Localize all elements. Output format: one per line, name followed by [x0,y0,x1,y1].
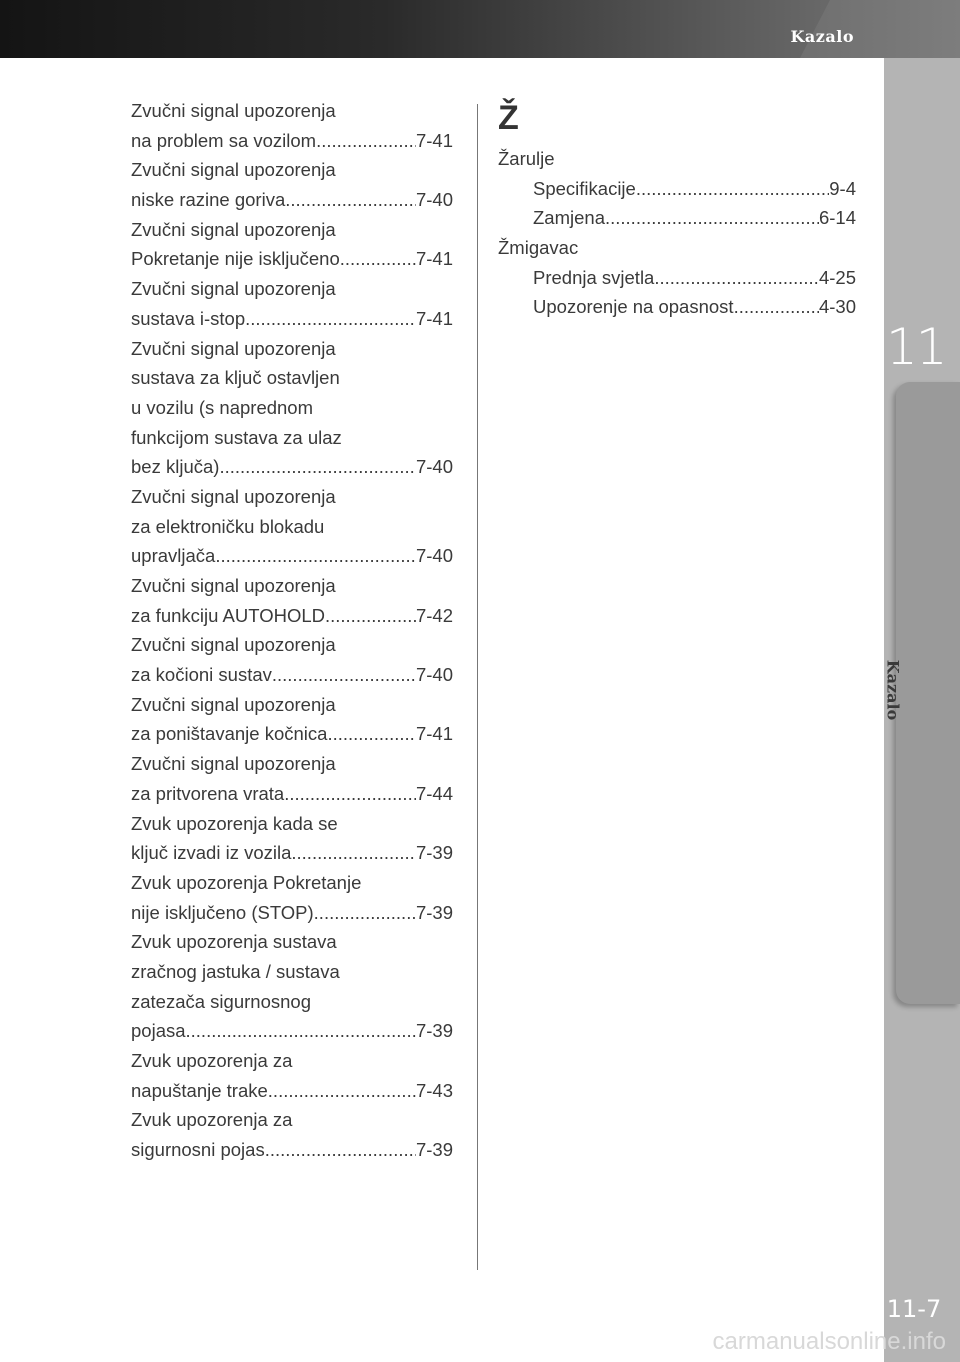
entry-line-text: za funkciju AUTOHOLD [131,604,325,626]
index-groups [498,144,856,322]
entry-line-text: Zvuk upozorenja kada se [131,812,338,834]
page-reference[interactable]: 7-39 [415,901,453,923]
dot-leader [316,126,416,156]
dot-leader [272,660,416,690]
page-reference[interactable]: 7-39 [415,842,453,864]
page-reference[interactable]: 7-44 [415,782,453,804]
index-entry[interactable] [131,482,453,571]
entry-leader-row [131,452,453,482]
entry-line-text: u vozilu (s naprednom [131,396,314,418]
index-entry[interactable] [131,749,453,808]
chapter-tab[interactable] [896,382,960,1004]
sidebar-label: Kazalo [883,659,903,721]
entry-line-text: Zvučni signal upozorenja [131,693,336,715]
entry-line-text: napuštanje trake [131,1079,268,1101]
index-subentry[interactable] [498,174,856,204]
entry-leader-row [131,838,453,868]
entry-line-text: niske razine goriva [131,189,286,211]
entry-line-text: Zvuk upozorenja sustava [131,931,337,953]
page-reference[interactable]: 7-41 [415,248,453,270]
entry-line-text: Zvučni signal upozorenja [131,218,336,240]
index-entry[interactable] [131,274,453,333]
index-entry[interactable] [131,630,453,689]
entry-leader-row [131,779,453,809]
index-entry[interactable] [131,215,453,274]
watermark: carmanualsonline.info [712,1328,946,1355]
index-entry[interactable] [131,809,453,868]
subentry-text: Zamjena [533,207,605,229]
entry-line-text: zračnog jastuka / sustava [131,960,340,982]
entry-leader-row [131,898,453,928]
index-entry[interactable] [131,927,453,1046]
entry-leader-row [131,304,453,334]
index-subentry[interactable] [498,292,856,322]
entry-leader-row [131,185,453,215]
entry-line-text: ključ izvadi iz vozila [131,842,292,864]
page-reference[interactable]: 7-39 [415,1139,453,1161]
group-heading: Žarulje [498,148,555,169]
entry-line-text: sustava i-stop [131,307,246,329]
entry-leader-row [131,1076,453,1106]
dot-leader [284,779,416,809]
entry-line-text: funkcijom sustava za ulaz [131,426,342,448]
page-reference[interactable]: 9-4 [829,177,856,199]
section-letter: Ž [498,99,519,137]
dot-leader [314,898,416,928]
column-divider [477,104,478,1270]
index-subentry[interactable] [498,263,856,293]
entry-leader-row [131,719,453,749]
entry-line-text: za elektroničku blokadu [131,515,325,537]
entry-leader-row [131,244,453,274]
page-reference[interactable]: 7-41 [415,723,453,745]
page-reference[interactable]: 7-40 [415,456,453,478]
entry-line-text: Zvučni signal upozorenja [131,159,336,181]
entry-line-text: za poništavanje kočnica [131,723,328,745]
header-title: Kazalo [790,27,854,46]
entry-leader-row [131,1016,453,1046]
index-entry[interactable] [131,571,453,630]
index-group [498,144,856,233]
entry-leader-row [131,541,453,571]
dot-leader [654,263,819,293]
index-entry[interactable] [131,334,453,482]
page-reference[interactable]: 7-41 [415,129,453,151]
dot-leader [291,838,416,868]
page-reference[interactable]: 7-39 [415,1020,453,1042]
entry-line-text: Pokretanje nije isključeno [131,248,340,270]
dot-leader [325,601,416,631]
dot-leader [186,1016,416,1046]
dot-leader [636,174,829,204]
entry-leader-row [131,126,453,156]
left-column [131,96,453,1165]
entry-line-text: Zvučni signal upozorenja [131,753,336,775]
dot-leader [734,292,819,322]
entry-line-text: nije isključeno (STOP) [131,901,314,923]
entry-line-text: zatezača sigurnosnog [131,990,311,1012]
dot-leader [605,203,819,233]
entry-line-text: za kočioni sustav [131,664,272,686]
chapter-number: 11 [886,318,946,376]
entry-line-text: Zvučni signal upozorenja [131,278,336,300]
entry-line-text: za pritvorena vrata [131,782,285,804]
entry-line-text: Zvučni signal upozorenja [131,575,336,596]
subentry-text: Specifikacije [533,177,636,199]
entry-line-text: pojasa [131,1020,186,1042]
dot-leader [265,1135,416,1165]
subentry-text: Upozorenje na opasnost [533,296,734,318]
group-heading: Žmigavac [498,237,579,259]
entry-line-text: bez ključa) [131,456,220,478]
subentry-text: Prednja svjetla [533,266,655,288]
entry-line-text: Zvučni signal upozorenja [131,337,336,359]
dot-leader [219,452,416,482]
entry-line-text: sustava za ključ ostavljen [131,367,340,389]
page-number: 11-7 [886,1295,942,1323]
page-reference[interactable]: 7-40 [415,664,453,686]
dot-leader [327,719,416,749]
index-subentry[interactable] [498,203,856,233]
entry-line-text: Zvuk upozorenja za [131,1109,293,1131]
entry-line-text: Zvučni signal upozorenja [131,485,336,507]
entry-leader-row [131,1135,453,1165]
entry-line-text: Zvučni signal upozorenja [131,634,336,656]
page-reference[interactable]: 7-40 [415,189,453,211]
page-reference[interactable]: 6-14 [818,207,856,229]
entry-leader-row [131,601,453,631]
dot-leader [268,1076,416,1106]
entry-line-text: Zvuk upozorenja za [131,1050,293,1071]
dot-leader [215,541,416,571]
dot-leader [245,304,416,334]
entry-line-text: upravljača [131,545,216,567]
index-entry[interactable] [131,155,453,214]
entry-line-text: sigurnosni pojas [131,1139,265,1161]
page-reference[interactable]: 4-25 [818,266,856,288]
right-column [498,96,856,322]
entry-leader-row [131,660,453,690]
index-group [498,233,856,322]
index-entry[interactable] [131,1105,453,1164]
entry-line-text: Zvučni signal upozorenja [131,100,336,121]
page-reference[interactable]: 7-41 [415,307,453,329]
entry-line-text: na problem sa vozilom [131,129,317,151]
entry-line-text: Zvuk upozorenja Pokretanje [131,871,362,893]
index-entry[interactable] [131,690,453,749]
index-entry[interactable] [131,1046,453,1105]
page-reference[interactable]: 7-43 [415,1079,453,1101]
page-reference[interactable]: 7-42 [415,604,453,626]
dot-leader [285,185,416,215]
dot-leader [340,244,416,274]
page-reference[interactable]: 4-30 [818,296,856,318]
index-entry[interactable] [131,868,453,927]
page-reference[interactable]: 7-40 [415,545,453,567]
index-entry[interactable] [131,96,453,155]
